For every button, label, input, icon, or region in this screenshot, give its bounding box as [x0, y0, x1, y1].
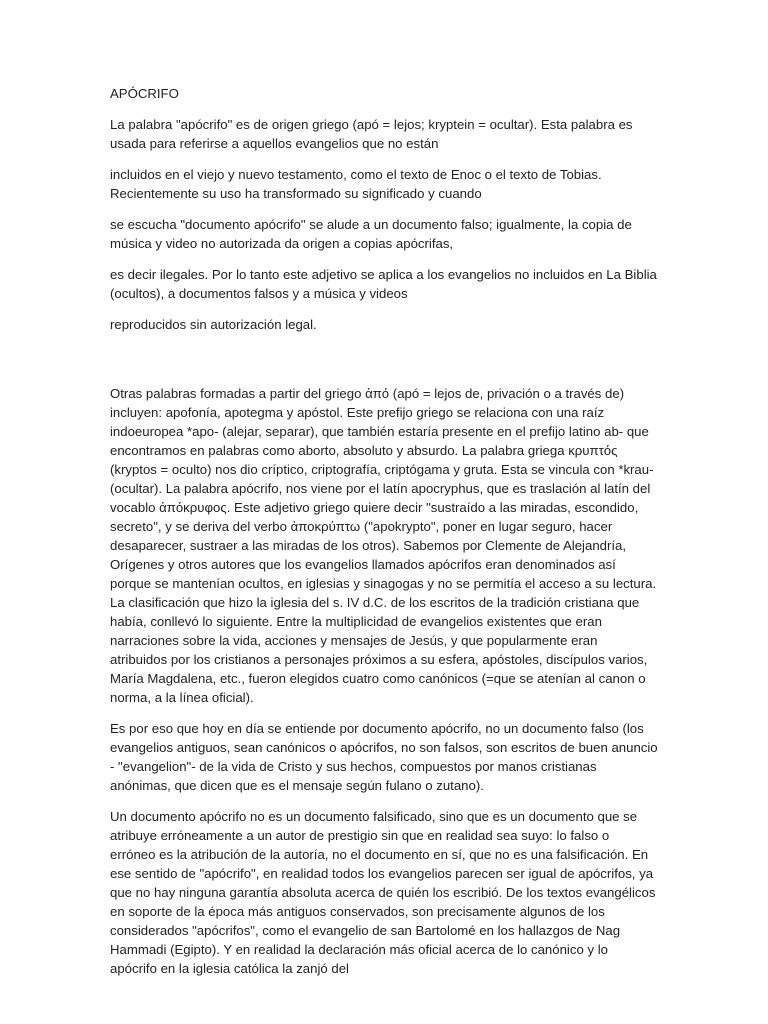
paragraph-intro-5: reproducidos sin autorización legal.	[110, 317, 317, 332]
paragraph-intro-3: se escucha "documento apócrifo" se alude a un documento falso; igualmente, la copia de música y video no autorizada da origen a copias apócrifas,	[110, 217, 632, 251]
document-title: APÓCRIFO	[110, 86, 179, 101]
paragraph-etymology: Otras palabras formadas a partir del griego ἀπό (apó = lejos de, privación o a través de) incluyen: apofonía, apotegma y apóstol. Este prefijo griego se relaciona con una raíz indoeuropea *apo- (alejar, separar), que también estaría presente en el prefijo latino ab- que encontramos en palabras como aborto, absoluto y absurdo. La palabra griega κρυπτός (kryptos = oculto) nos dio críptico, criptografía, criptógama y gruta. Esta se vincula con *krau- (ocultar). La palabra apócrifo, nos viene por el latín apocryphus, que es traslación al latín del vocablo ἀπόκρυφος. Este adjetivo griego quiere decir "sustraído a las miradas, escondido, secreto", y se deriva del verbo ἀποκρύπτω ("apokrypto", poner en lugar seguro, hacer desaparecer, sustraer a las miradas de los otros). Sabemos por Clemente de Alejandría, Orígenes y otros autores que los evangelios llamados apócrifos eran denominados así porque se mantenían ocultos, en iglesias y sinagogas y no se permitía el acceso a su lectura. La clasificación que hizo la iglesia del s. IV d.C. de los escritos de la tradición cristiana que había, conllevó lo siguiente. Entre la multiplicidad de evangelios existentes que eran narraciones sobre la vida, acciones y mensajes de Jesús, y que popularmente eran atribuidos por los cristianos a personajes próximos a su esfera, apóstoles, discípulos varios, María Magdalena, etc., fueron elegidos cuatro como canónicos (=que se atenían al canon o norma, a la línea oficial).	[110, 386, 657, 705]
paragraph-attribution: Un documento apócrifo no es un documento falsificado, sino que es un documento que se atribuye erróneamente a un autor de prestigio sin que en realidad sea suyo: lo falso o erróneo es la atribución de la autoría, no el documento en sí, que no es una falsificación. En ese sentido de "apócrifo", en realidad todos los evangelios parecen ser igual de apócrifos, ya que no hay ninguna garantía absoluta acerca de quién los escribió. De los textos evangélicos en soporte de la época más antiguos conservados, son precisamente algunos de los considerados "apócrifos", como el evangelio de san Bartolomé en los hallazgos de Nag Hammadi (Egipto). Y en realidad la declaración más oficial acerca de lo canónico y lo apócrifo en la iglesia católica la zanjó del	[110, 809, 656, 976]
section-spacer	[110, 346, 658, 384]
paragraph-intro-1: La palabra "apócrifo" es de origen griego (apó = lejos; kryptein = ocultar). Esta palabra es usada para referirse a aquellos evangelios que no están	[110, 117, 633, 151]
paragraph-intro-4: es decir ilegales. Por lo tanto este adjetivo se aplica a los evangelios no incluidos en La Biblia (ocultos), a documentos falsos y a música y videos	[110, 267, 657, 301]
paragraph-intro-2: incluidos en el viejo y nuevo testamento, como el texto de Enoc o el texto de Tobias. Recientemente su uso ha transformado su significado y cuando	[110, 167, 602, 201]
document-page	[110, 84, 658, 990]
paragraph-meaning: Es por eso que hoy en día se entiende por documento apócrifo, no un documento falso (los evangelios antiguos, sean canónicos o apócrifos, no son falsos, son escritos de buen anuncio - "evangelion"- de la vida de Cristo y sus hechos, compuestos por manos cristianas anónimas, que dicen que es el mensaje según fulano o zutano).	[110, 721, 658, 793]
